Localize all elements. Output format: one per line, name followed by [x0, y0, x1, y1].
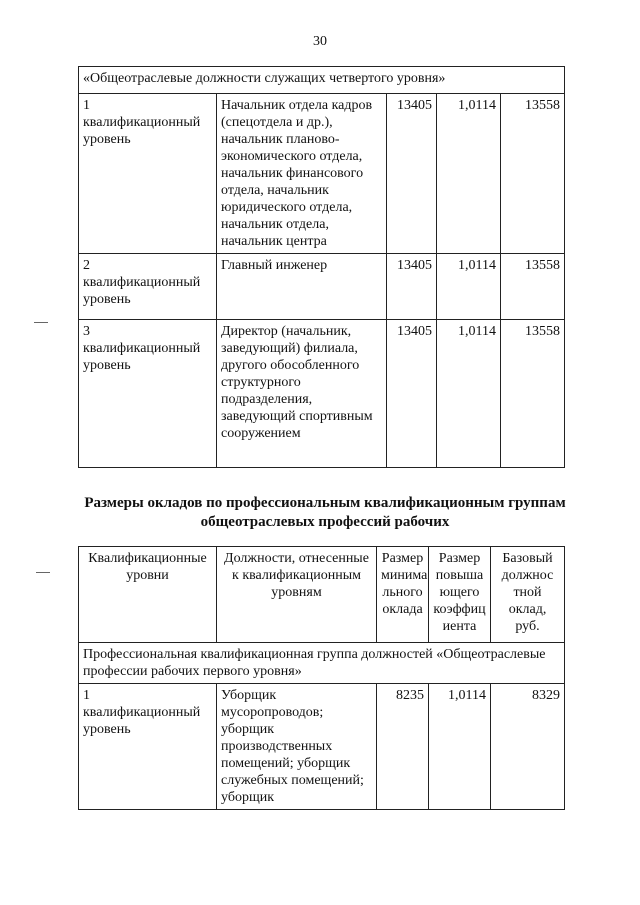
header-base-salary: Базовый должнос тной оклад, руб.	[491, 547, 565, 643]
coefficient: 1,0114	[437, 254, 501, 320]
positions: Начальник отдела кадров (спецотдела и др.), начальник планово-экономического отдела, начальник финансового отдела, начальник юридического отдела, начальник отдела, начальник центра	[217, 94, 387, 254]
qualification-level: 3 квалификационный уровень	[79, 320, 217, 468]
qualification-level: 2 квалификационный уровень	[79, 254, 217, 320]
coefficient: 1,0114	[437, 94, 501, 254]
base-salary: 8329	[491, 684, 565, 810]
qualification-level: 1 квалификационный уровень	[79, 94, 217, 254]
scan-mark	[36, 572, 50, 573]
header-positions: Должности, отнесенные к квалификационным уровням	[217, 547, 377, 643]
base-salary: 13558	[501, 94, 565, 254]
min-salary: 13405	[387, 320, 437, 468]
header-coefficient: Размер повыша ющего коэффиц иента	[429, 547, 491, 643]
min-salary: 13405	[387, 94, 437, 254]
min-salary: 8235	[377, 684, 429, 810]
header-levels: Квалификационные уровни	[79, 547, 217, 643]
min-salary: 13405	[387, 254, 437, 320]
group-title-row	[79, 643, 565, 684]
table-row	[79, 254, 565, 320]
positions: Директор (начальник, заведующий) филиала, другого обособленного структурного подразделения, заведующий спортивным сооружением	[217, 320, 387, 468]
table-row	[79, 320, 565, 468]
base-salary: 13558	[501, 320, 565, 468]
header-row	[79, 547, 565, 643]
header-min-salary: Размер минима льного оклада	[377, 547, 429, 643]
group-title-row	[79, 67, 565, 94]
qualification-level: 1 квалификационный уровень	[79, 684, 217, 810]
section-title: Размеры окладов по профессиональным квалификационным группам общеотраслевых профессий рабочих	[84, 495, 566, 530]
base-salary: 13558	[501, 254, 565, 320]
group-title: «Общеотраслевые должности служащих четвертого уровня»	[79, 67, 565, 94]
salary-table-level-4	[78, 66, 565, 468]
table-row	[79, 94, 565, 254]
scan-mark	[34, 322, 48, 323]
table-row	[79, 684, 565, 810]
salary-table-workers	[78, 546, 565, 810]
group-title: Профессиональная квалификационная группа должностей «Общеотраслевые профессии рабочих первого уровня»	[79, 643, 565, 684]
page-number: 30	[313, 34, 327, 49]
coefficient: 1,0114	[437, 320, 501, 468]
coefficient: 1,0114	[429, 684, 491, 810]
positions: Главный инженер	[217, 254, 387, 320]
positions: Уборщик мусоропроводов; уборщик производственных помещений; уборщик служебных помещений; уборщик	[217, 684, 377, 810]
